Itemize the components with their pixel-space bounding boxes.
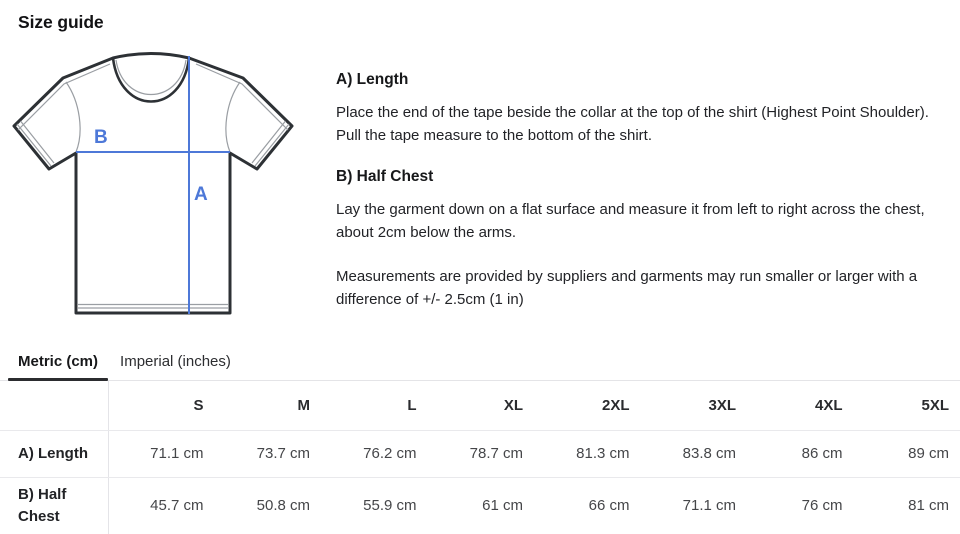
half-chest-value-2xl: 66 cm (534, 477, 641, 534)
tshirt-svg (0, 40, 320, 332)
section-body-length: Place the end of the tape beside the collar at the top of the shirt (Highest Point Shoulder). Pull the tape measure to the bottom of the shirt. (336, 102, 956, 147)
half-chest-value-l: 55.9 cm (321, 477, 428, 534)
col-header-s: S (108, 381, 215, 430)
col-header-3xl: 3XL (641, 381, 748, 430)
col-header-4xl: 4XL (747, 381, 854, 430)
half-chest-value-5xl: 81 cm (854, 477, 960, 534)
length-value-m: 73.7 cm (215, 430, 322, 477)
size-table-header-row (0, 381, 960, 430)
length-value-xl: 78.7 cm (428, 430, 535, 477)
half-chest-value-xl: 61 cm (428, 477, 535, 534)
instructions-panel (336, 71, 956, 326)
measure-label-b: B (94, 127, 108, 148)
length-value-2xl: 81.3 cm (534, 430, 641, 477)
half-chest-value-4xl: 76 cm (747, 477, 854, 534)
size-table (0, 381, 960, 534)
table-row-length (0, 430, 960, 477)
tshirt-measurement-diagram (0, 40, 320, 332)
col-header-l: L (321, 381, 428, 430)
section-body-half-chest: Lay the garment down on a flat surface and measure it from left to right across the chest, about 2cm below the arms. (336, 199, 956, 244)
size-table-container (0, 381, 960, 534)
length-value-l: 76.2 cm (321, 430, 428, 477)
length-value-5xl: 89 cm (854, 430, 960, 477)
length-value-s: 71.1 cm (108, 430, 215, 477)
section-heading-half-chest: B) Half Chest (336, 168, 956, 186)
tab-imperial-inches[interactable]: Imperial (inches) (110, 342, 241, 380)
table-row-half-chest (0, 477, 960, 534)
tab-metric-cm[interactable]: Metric (cm) (8, 342, 108, 380)
section-heading-length: A) Length (336, 71, 956, 89)
half-chest-value-3xl: 71.1 cm (641, 477, 748, 534)
row-label-length: A) Length (0, 430, 108, 477)
row-label-half-chest: B) Half Chest (0, 477, 108, 534)
units-tabbar (0, 342, 960, 381)
col-header-2xl: 2XL (534, 381, 641, 430)
half-chest-value-m: 50.8 cm (215, 477, 322, 534)
half-chest-value-s: 45.7 cm (108, 477, 215, 534)
col-header-xl: XL (428, 381, 535, 430)
col-header-5xl: 5XL (854, 381, 960, 430)
length-value-4xl: 86 cm (747, 430, 854, 477)
supplier-note: Measurements are provided by suppliers and garments may run smaller or larger with a difference of +/- 2.5cm (1 in) (336, 266, 956, 311)
page-title: Size guide (18, 12, 104, 33)
length-value-3xl: 83.8 cm (641, 430, 748, 477)
table-corner-cell (0, 381, 108, 430)
col-header-m: M (215, 381, 322, 430)
measure-label-a: A (194, 184, 208, 205)
